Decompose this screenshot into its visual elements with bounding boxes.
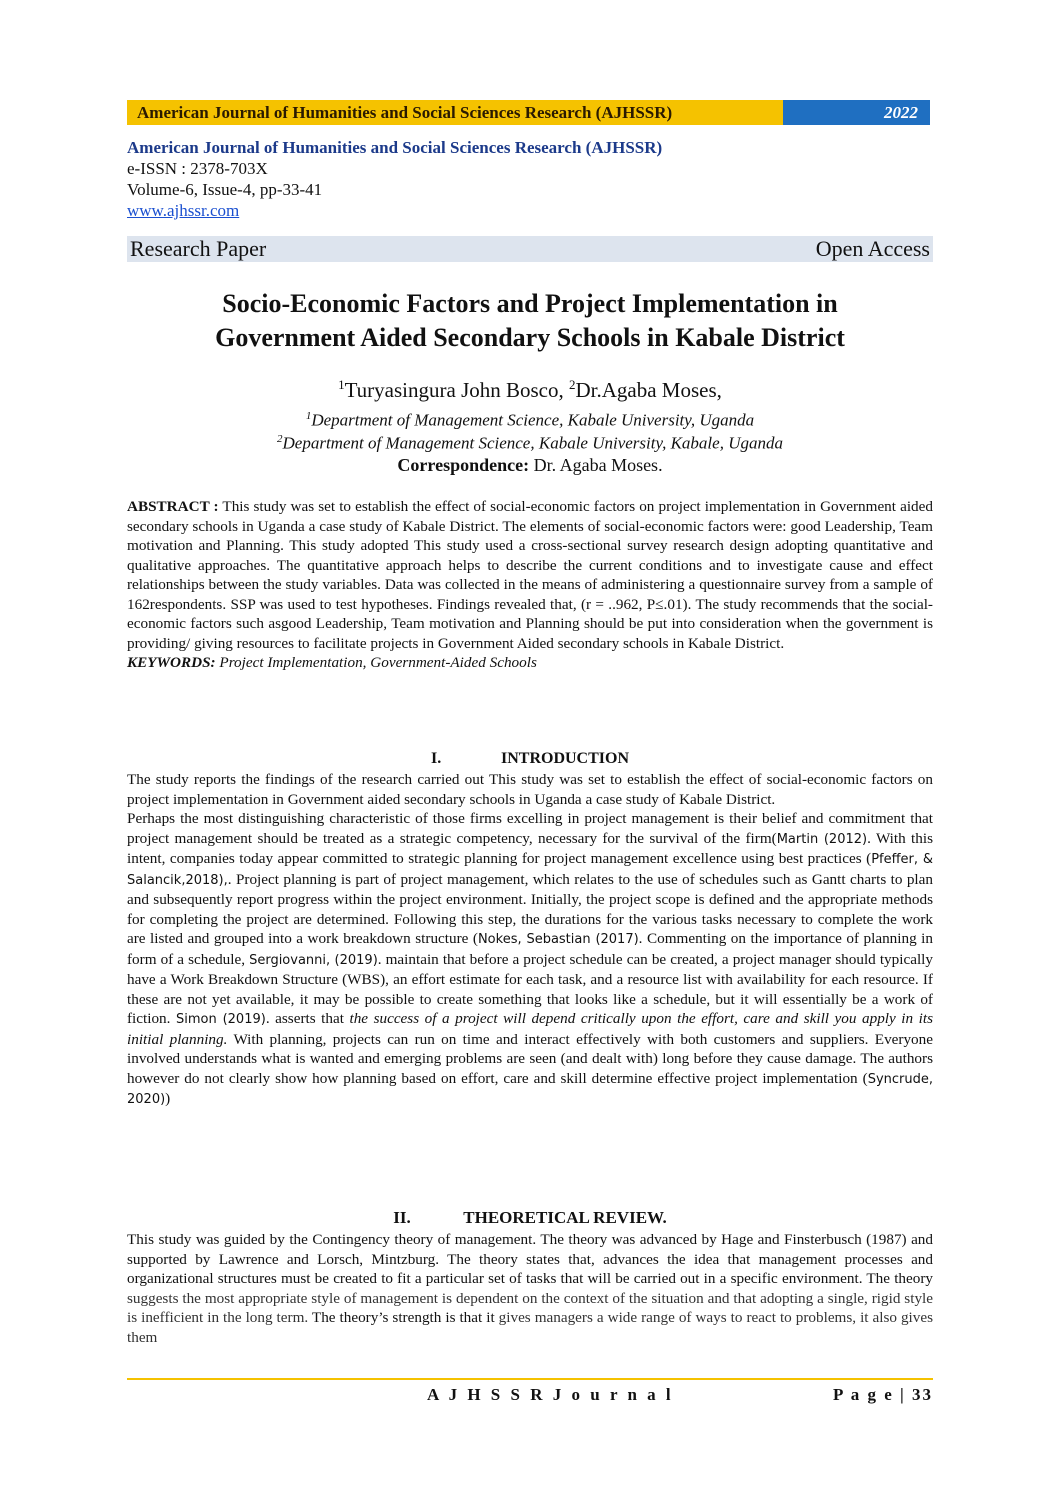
abstract-text: This study was set to establish the effect of social-economic factors on project implementation in Government aided secondary schools in Uganda a case study of Kabale District. The elements of social-economic factors were: good Leadership, Team motivation and Planning. This study adopted This study used a cross-sectional survey research design adopting quantitative and qualitative approaches. The quantitative approach helps to describe the current conditions and to investigate cause and effect relationships between the study variables. Data was collected in the means of administering a questionnaire survey from a sample of 162respondents. SSP was used to test hypotheses. Findings revealed that, (r = ..962, P≤.01). The study recommends that the social-economic factors such asgood Leadership, Team motivation and Planning should be put into consideration when the government is providing/ giving resources to facilitate projects in Government Aided secondary schools in Kabale District. [127, 498, 933, 652]
footer-page-number: P a g e | 33 [833, 1385, 933, 1404]
abstract [127, 497, 933, 673]
author-2: Dr.Agaba Moses, [575, 378, 722, 402]
abstract-label: ABSTRACT : [127, 498, 219, 515]
author-list: $^1$Turyasingura John Bosco, $^2$Dr.Agaba Moses, [338, 377, 722, 402]
section-heading-theoretical-review: II. THEORETICAL REVIEW. [393, 1208, 667, 1227]
citation: Martin (2012) [776, 831, 868, 847]
header-year: 2022 [884, 102, 918, 122]
citation: Sergiovanni, (2019) [249, 952, 378, 968]
keywords-label: KEYWORDS: [127, 654, 216, 671]
intro-paragraph-2: Perhaps the most distinguishing characteristic of those firms excelling in project management is their belief and commitment that project management should be treated as a strategic competency, necessary for the survival of the firm(Martin (2012). With this intent, companies today appear committed to strategic planning for project management excellence using best practices (Pfeffer, & Salancik,2018),. Project planning is part of project management, which relates to the use of schedules such as Gantt charts to plan and subsequently report progress within the project environment. Initially, the project scope is defined and the appropriate methods for completing the project are determined. Following this step, the durations for the various tasks necessary to complete the work are listed and grouped into a work breakdown structure (Nokes, Sebastian (2017). Commenting on the importance of planning in form of a schedule, Sergiovanni, (2019). maintain that before a project schedule can be created, a project manager should typically have a Work Breakdown Structure (WBS), an effort estimate for each task, and a resource list with availability for each resource. If these are not yet available, it may be possible to create something that looks like a schedule, but it will essentially be a work of fiction. Simon (2019). asserts that the success of a project will depend critically upon the effort, care and skill you apply in its initial planning. With planning, projects can run on time and interact effectively with both customers and suppliers. Everyone involved understands what is wanted and emerging problems are seen (and dealt with) long before they cause damage. The authors however do not clearly show how planning based on effort, care and skill determine effective project implementation (Syncrude, 2020)) [127, 810, 934, 1107]
correspondence: Correspondence: Dr. Agaba Moses. [397, 455, 663, 475]
quoted-text: the success of a project will depend critically upon the effort, care and skill you apply in its initial planning. [127, 1010, 933, 1048]
theory-paragraph-1: This study was guided by the Contingency theory of management. The theory was advanced by Hage and Finsterbusch (1987) and supported by Lawrence and Lorsch, Mintzburg. The theory states that, advances the idea that management processes and organizational structures must be created to fit a particular set of tasks that will be carried out in a specific environment. The theory suggests the most appropriate style of management is dependent on the context of the situation and that adopting a single, rigid style is inefficient in the long term. The theory’s strength is that it gives managers a wide range of ways to react to problems, it also gives them [127, 1231, 933, 1346]
citation: Simon (2019) [175, 1012, 266, 1027]
journal-volume: Volume-6, Issue-4, pp-33-41 [127, 180, 323, 199]
footer-journal: A J H S S R J o u r n a l [427, 1385, 674, 1404]
journal-website-link[interactable]: www.ajhssr.com [127, 201, 240, 220]
paper-type: Research Paper [130, 236, 267, 261]
author-1: Turyasingura John Bosco, [344, 378, 569, 402]
paper-title: Socio-Economic Factors and Project Implementation in Government Aided Secondary Schools in Kabale District [215, 289, 845, 352]
journal-name: American Journal of Humanities and Social Sciences Research (AJHSSR) [127, 138, 663, 157]
theoretical-review-body [127, 1230, 933, 1347]
affiliation-1: $^1$Department of Management Science, Kabale University, Uganda [305, 410, 755, 430]
paper-type-bar [127, 236, 933, 262]
keywords-text: Project Implementation, Government-Aided Schools [215, 654, 537, 671]
footer-divider [127, 1378, 933, 1380]
journal-info [127, 137, 662, 221]
affiliation-2: $^2$Department of Management Science, Kabale University, Kabale, Uganda [277, 433, 783, 453]
intro-paragraph-1: The study reports the findings of the research carried out This study was set to establish the effect of social-economic factors on project implementation in Government aided secondary schools in Uganda a case study of Kabale District. [127, 771, 933, 808]
section-heading-introduction: I. INTRODUCTION [430, 750, 629, 767]
journal-header-band [127, 100, 930, 125]
citation: Syncrude, 2020) [127, 1071, 933, 1107]
header-journal-name: American Journal of Humanities and Social Sciences Research (AJHSSR) [137, 102, 673, 122]
access-type: Open Access [815, 236, 930, 261]
citation: Pfeffer, & Salancik,2018), [127, 852, 933, 888]
journal-issn: e-ISSN : 2378-703X [127, 159, 268, 178]
introduction-body [127, 770, 933, 1110]
citation: Nokes, Sebastian (2017) [477, 932, 639, 947]
